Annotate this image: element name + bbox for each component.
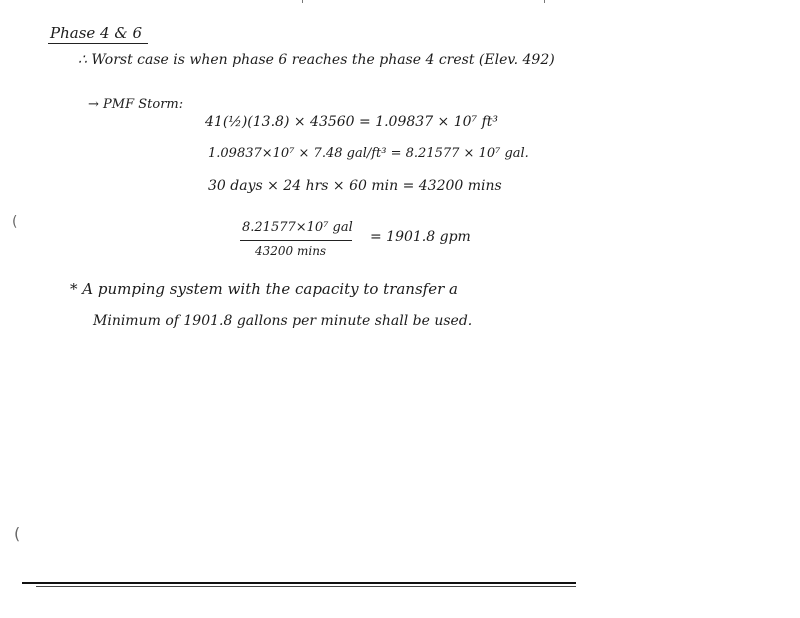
storm-line: → PMF Storm: [88,97,184,112]
top-scan-mark [544,0,545,3]
fraction-numerator: 8.21577×10⁷ gal [242,220,353,235]
conclusion-line-2: Minimum of 1901.8 gallons per minute shall be used. [93,313,473,329]
top-scan-mark [302,0,303,3]
volume-equation: 41(½)(13.8) × 43560 = 1.09837 × 10⁷ ft³ [205,114,499,130]
worst-case-line: ∴ Worst case is when phase 6 reaches the phase 4 crest (Elev. 492) [78,52,555,68]
minutes-equation: 30 days × 24 hrs × 60 min = 43200 mins [208,178,502,194]
hole-punch-mark: ( [12,214,18,230]
conclusion-line-1: * A pumping system with the capacity to transfer a [70,280,458,298]
fraction-bar [240,240,352,241]
heading-underline [48,43,148,44]
fraction-denominator: 43200 mins [255,244,327,258]
bottom-rule [22,582,576,584]
fraction-result: = 1901.8 gpm [370,229,471,245]
page-heading: Phase 4 & 6 [50,24,143,42]
bottom-rule-secondary [36,586,576,587]
gallons-equation: 1.09837×10⁷ × 7.48 gal/ft³ = 8.21577 × 10⁷ gal. [208,146,529,161]
hole-punch-mark: ( [14,524,21,543]
